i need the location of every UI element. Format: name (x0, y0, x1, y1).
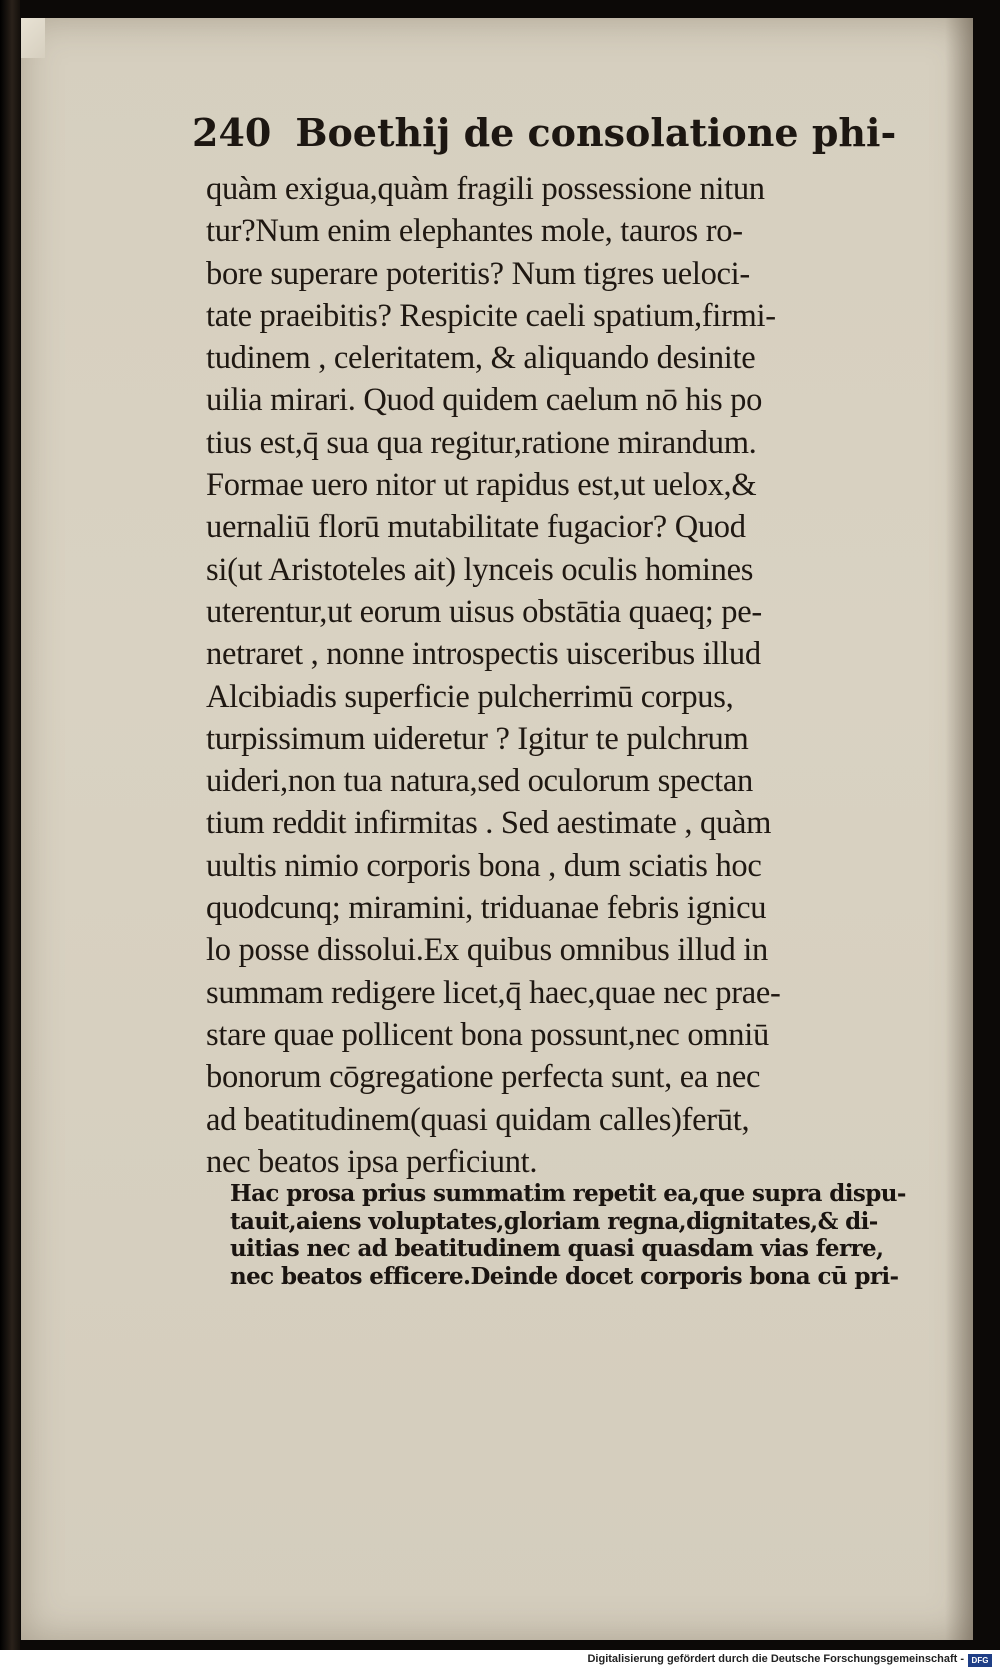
text-line: uideri,non tua natura,sed oculorum spectan (206, 763, 753, 800)
main-text-block (206, 168, 896, 1183)
text-line: uernaliū florū mutabilitate fugacior? Quod (206, 509, 746, 546)
commentary-line: uitias nec ad beatitudinem quasi quasdam vias ferre, (230, 1235, 884, 1262)
commentary-line: nec beatos efficere.Deinde docet corporis bona cū pri- (230, 1262, 899, 1290)
text-line: uultis nimio corporis bona , dum sciatis hoc (206, 847, 762, 884)
page-edge-shadow (945, 18, 973, 1640)
text-line: summam redigere licet,q̄ haec,quae nec prae- (206, 974, 781, 1011)
text-line: quodcunq; miramini, triduanae febris ignicu (206, 890, 767, 927)
running-title: Boethij de consolatione phi- (295, 110, 897, 155)
text-line: uterentur,ut eorum uisus obstātia quaeq; pe- (206, 593, 762, 630)
text-line: lo posse dissolui.Ex quibus omnibus illud in (206, 932, 768, 969)
text-line: Alcibiadis superficie pulcherrimū corpus, (206, 678, 734, 715)
text-line: bonorum cōgregatione perfecta sunt, ea nec (206, 1059, 761, 1096)
commentary-block (230, 1180, 906, 1290)
text-line: uilia mirari. Quod quidem caelum nō his po (206, 382, 763, 419)
text-line: tate praeibitis? Respicite caeli spatium,firmi- (206, 297, 776, 334)
text-line: tius est,q̄ sua qua regitur,ratione mirandum. (206, 424, 757, 461)
text-line: tium reddit infirmitas . Sed aestimate , quàm (206, 805, 772, 842)
text-line: Formae uero nitor ut rapidus est,ut uelox,& (206, 467, 757, 504)
text-line: tudinem , celeritatem, & aliquando desinite (206, 340, 756, 377)
commentary-line: tauit,aiens voluptates,gloriam regna,dignitates,& di- (230, 1207, 878, 1235)
text-line: quàm exigua,quàm fragili possessione nitun (206, 171, 765, 207)
digitization-credit: Digitalisierung gefördert durch die Deutsche Forschungsgemeinschaft - (587, 1653, 964, 1665)
commentary-line: Hac prosa prius summatim repetit ea,que supra dispu- (230, 1180, 906, 1207)
dfg-logo: DFG (968, 1654, 992, 1667)
book-spine (0, 0, 20, 1650)
page-corner (21, 18, 45, 58)
text-line: stare quae pollicent bona possunt,nec omniū (206, 1016, 769, 1053)
text-line: tur?Num enim elephantes mole, tauros ro- (206, 213, 743, 250)
text-line: si(ut Aristoteles ait) lynceis oculis homines (206, 551, 754, 588)
text-line: turpissimum uideretur ? Igitur te pulchrum (206, 720, 749, 757)
page-number: 240 (192, 110, 272, 155)
running-header (192, 110, 897, 174)
text-line: nec beatos ipsa perficiunt. (206, 1143, 538, 1180)
text-line: bore superare poteritis? Num tigres ueloci- (206, 255, 750, 292)
text-line: netraret , nonne introspectis uisceribus illud (206, 636, 761, 673)
text-line: ad beatitudinem(quasi quidam calles)ferūt, (206, 1101, 750, 1138)
